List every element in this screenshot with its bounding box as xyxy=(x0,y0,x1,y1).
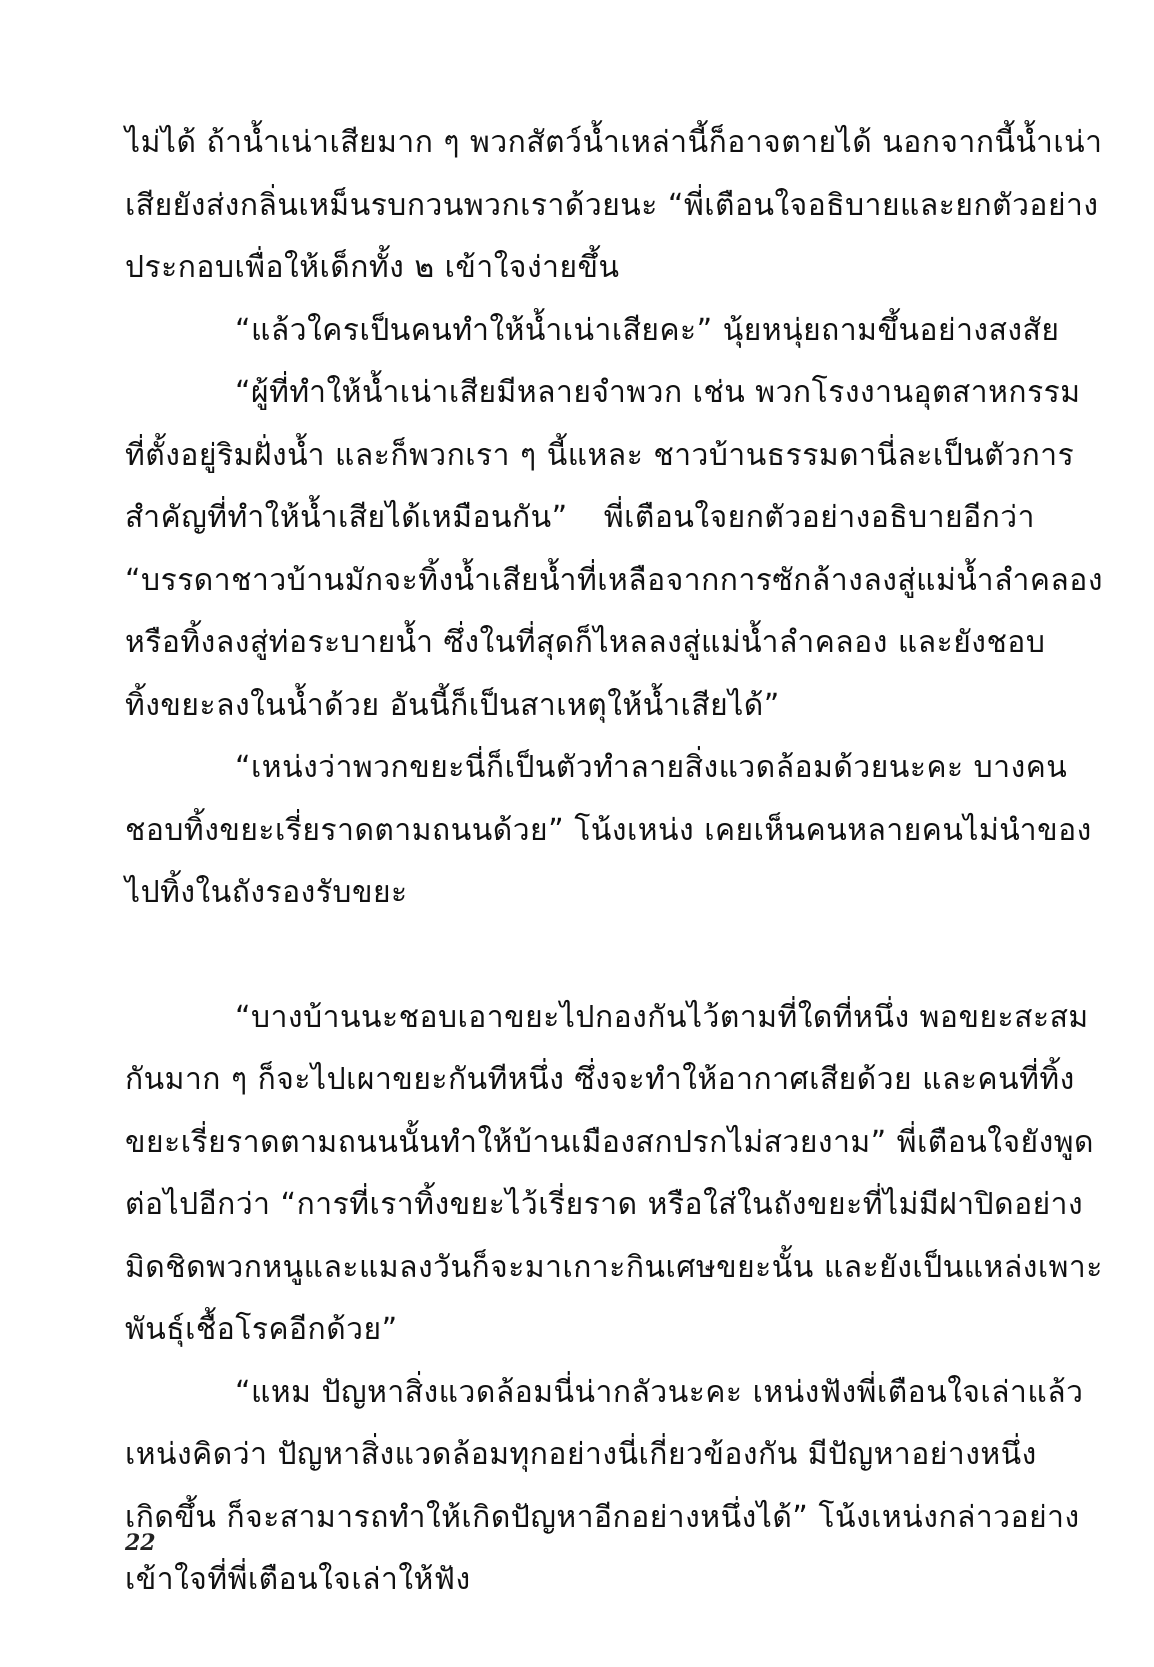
text-line: “แหม ปัญหาสิ่งแวดล้อมนี่น่ากลัวนะคะ เหน่งฟังพี่เตือนใจเล่าแล้ว xyxy=(235,1374,1084,1410)
text-line: ต่อไปอีกว่า “การที่เราทิ้งขยะไว้เรี่ยราด หรือใส่ในถังขยะที่ไม่มีฝาปิดอย่าง xyxy=(125,1187,1084,1222)
text-line: ทิ้งขยะลงในน้ำด้วย อันนี้ก็เป็นสาเหตุให้น้ำเสียได้” xyxy=(125,687,780,723)
text-line: ไปทิ้งในถังรองรับขยะ xyxy=(125,875,408,910)
text-line: สำคัญที่ทำให้น้ำเสียได้เหมือนกัน” พี่เตือนใจยกตัวอย่างอธิบายอีกว่า xyxy=(125,500,1035,535)
paragraph-gap xyxy=(125,925,1035,987)
paragraph xyxy=(125,112,1103,300)
text-line: ไม่ได้ ถ้าน้ำเน่าเสียมาก ๆ พวกสัตว์น้ำเหล่านี้ก็อาจตายได้ นอกจากนี้น้ำเน่า xyxy=(125,125,1103,160)
text-line: “บางบ้านนะชอบเอาขยะไปกองกันไว้ตามที่ใดที่หนึ่ง พอขยะสะสม xyxy=(235,999,1089,1035)
body-text xyxy=(125,112,1103,1612)
paragraph xyxy=(125,737,1092,925)
paragraph xyxy=(125,987,1103,1362)
text-line: เสียยังส่งกลิ่นเหม็นรบกวนพวกเราด้วยนะ “พี่เตือนใจอธิบายและยกตัวอย่าง xyxy=(125,187,1099,223)
text-line: เข้าใจที่พี่เตือนใจเล่าให้ฟัง xyxy=(125,1562,471,1597)
paragraph xyxy=(125,300,1060,363)
text-line: ขยะเรี่ยราดตามถนนนั้นทำให้บ้านเมืองสกปรกไม่สวยงาม” พี่เตือนใจยังพูด xyxy=(125,1124,1095,1160)
text-line: ชอบทิ้งขยะเรี่ยราดตามถนนด้วย” โน้งเหน่ง เคยเห็นคนหลายคนไม่นำของ xyxy=(125,812,1092,848)
text-line: “ผู้ที่ทำให้น้ำเน่าเสียมีหลายจำพวก เช่น พวกโรงงานอุตสาหกรรม xyxy=(235,375,1081,410)
text-line: ที่ตั้งอยู่ริมฝั่งน้ำ และก็พวกเรา ๆ นี้แหละ ชาวบ้านธรรมดานี่ละเป็นตัวการ xyxy=(125,437,1075,473)
text-line: เกิดขึ้น ก็จะสามารถทำให้เกิดปัญหาอีกอย่างหนึ่งได้” โน้งเหน่งกล่าวอย่าง xyxy=(125,1499,1080,1535)
page-number: 22 xyxy=(125,1530,156,1556)
text-line: มิดชิดพวกหนูและแมลงวันก็จะมาเกาะกินเศษขยะนั้น และยังเป็นแหล่งเพาะ xyxy=(125,1249,1103,1285)
text-line: หรือทิ้งลงสู่ท่อระบายน้ำ ซึ่งในที่สุดก็ไหลลงสู่แม่น้ำลำคลอง และยังชอบ xyxy=(125,625,1046,660)
text-line: เหน่งคิดว่า ปัญหาสิ่งแวดล้อมทุกอย่างนี่เกี่ยวข้องกัน มีปัญหาอย่างหนึ่ง xyxy=(125,1437,1037,1472)
text-line: “บรรดาชาวบ้านมักจะทิ้งน้ำเสียน้ำที่เหลือจากการซักล้างลงสู่แม่น้ำลำคลอง xyxy=(125,562,1103,598)
text-line: “แล้วใครเป็นคนทำให้น้ำเน่าเสียคะ” นุ้ยหนุ่ยถามขึ้นอย่างสงสัย xyxy=(235,312,1060,348)
paragraph xyxy=(125,362,1103,737)
paragraph xyxy=(125,1362,1084,1612)
text-line: “เหน่งว่าพวกขยะนี่ก็เป็นตัวทำลายสิ่งแวดล้อมด้วยนะคะ บางคน xyxy=(235,750,1068,785)
text-line: ประกอบเพื่อให้เด็กทั้ง ๒ เข้าใจง่ายขึ้น xyxy=(125,250,620,285)
text-line: กันมาก ๆ ก็จะไปเผาขยะกันทีหนึ่ง ซึ่งจะทำให้อากาศเสียด้วย และคนที่ทิ้ง xyxy=(125,1062,1075,1097)
text-line: พันธุ์เชื้อโรคอีกด้วย” xyxy=(125,1312,398,1347)
